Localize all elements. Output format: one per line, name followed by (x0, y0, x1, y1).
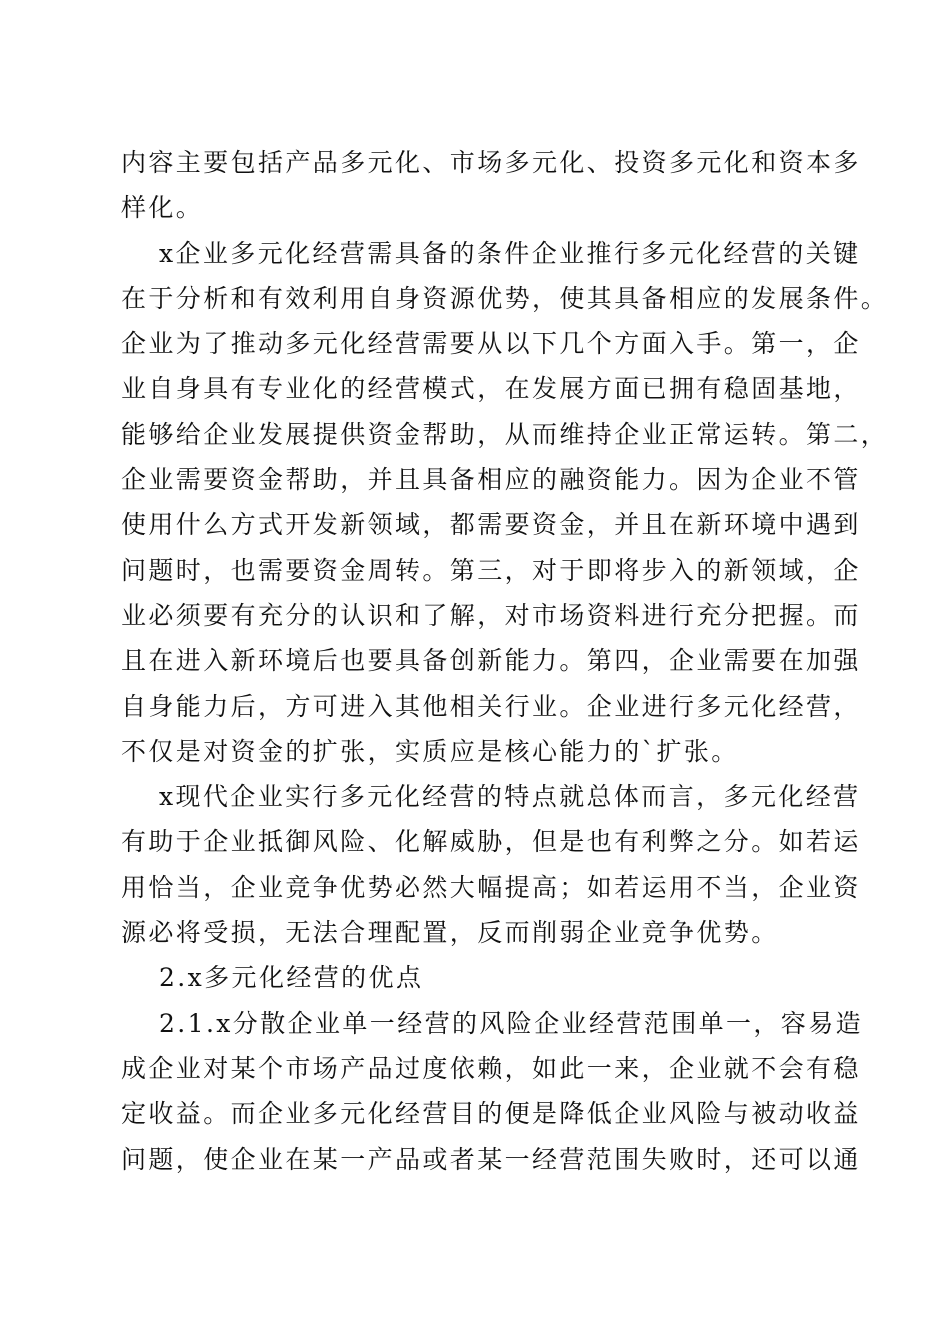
text-line: 不仅是对资金的扩张，实质应是核心能力的`扩张。 (121, 736, 739, 766)
text-line: 内容主要包括产品多元化、市场多元化、投资多元化和资本多 (121, 148, 861, 177)
text-line: 源必将受损，无法合理配置，反而削弱企业竞争优势。 (121, 918, 779, 948)
text-line: 定收益。而企业多元化经营目的便是降低企业风险与被动收益 (121, 1099, 861, 1129)
text-line: 成企业对某个市场产品过度依赖，如此一来，企业就不会有稳 (121, 1053, 861, 1083)
paragraph-heading-line: x企业多元化经营需具备的条件企业推行多元化经营的关键 (159, 238, 861, 268)
section-heading: 2.x多元化经营的优点 (159, 963, 424, 993)
text-line: 使用什么方式开发新领域，都需要资金，并且在新环境中遇到 (121, 510, 861, 540)
text-line: 企业需要资金帮助，并且具备相应的融资能力。因为企业不管 (121, 465, 861, 495)
text-line: 且在进入新环境后也要具备创新能力。第四，企业需要在加强 (121, 646, 861, 676)
text-line: 业必须要有充分的认识和了解，对市场资料进行充分把握。而 (121, 600, 861, 630)
text-line: 有助于企业抵御风险、化解威胁，但是也有利弊之分。如若运 (121, 827, 861, 857)
text-line: 自身能力后，方可进入其他相关行业。企业进行多元化经营， (121, 691, 861, 721)
text-line: 在于分析和有效利用自身资源优势，使其具备相应的发展条件。 (121, 283, 889, 313)
paragraph-heading-line: x现代企业实行多元化经营的特点就总体而言，多元化经营 (159, 782, 861, 812)
text-line: 企业为了推动多元化经营需要从以下几个方面入手。第一，企 (121, 329, 861, 359)
text-line: 问题时，也需要资金周转。第三，对于即将步入的新领域，企 (121, 555, 861, 585)
subsection-heading-line: 2.1.x分散企业单一经营的风险企业经营范围单一，容易造 (159, 1008, 864, 1038)
text-line: 业自身具有专业化的经营模式，在发展方面已拥有稳固基地， (121, 374, 861, 404)
body-text (121, 140, 889, 1182)
text-line: 样化。 (121, 193, 204, 223)
text-line: 问题，使企业在某一产品或者某一经营范围失败时，还可以通 (121, 1144, 861, 1174)
text-line: 能够给企业发展提供资金帮助，从而维持企业正常运转。第二， (121, 419, 889, 449)
text-line: 用恰当，企业竞争优势必然大幅提高；如若运用不当，企业资 (121, 872, 861, 902)
